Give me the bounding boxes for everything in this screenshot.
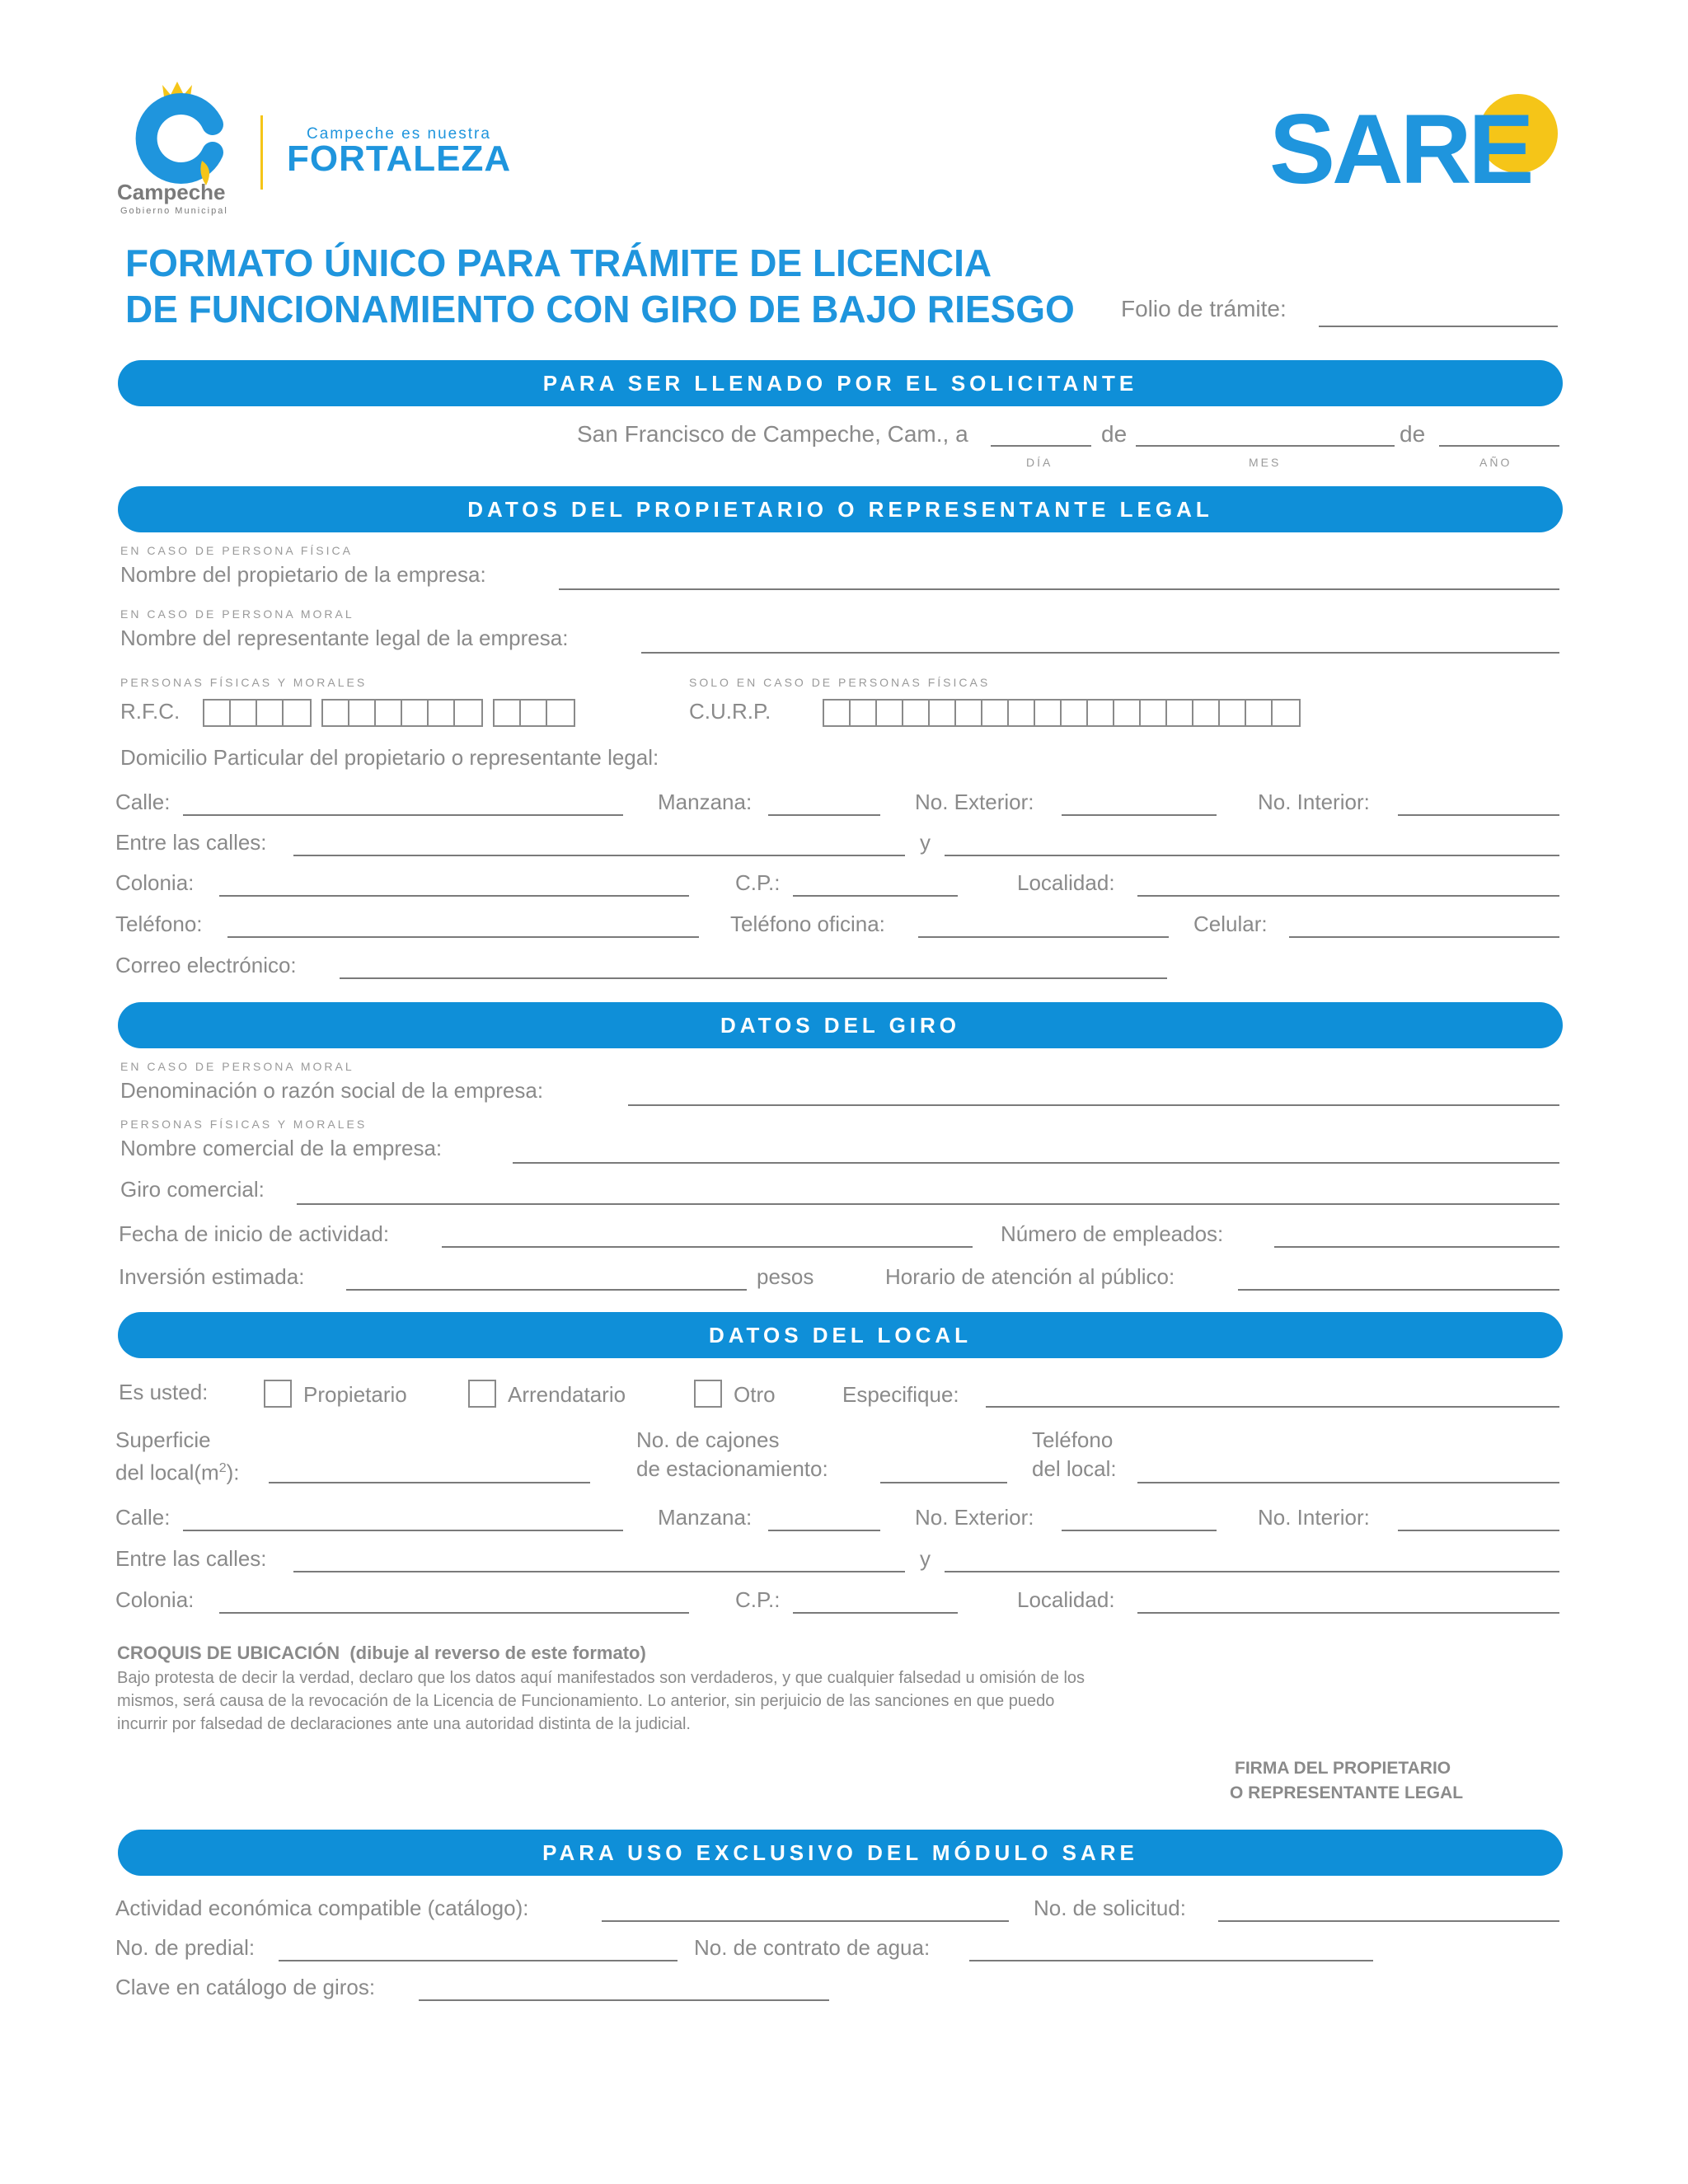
local-localidad-field[interactable] [1137,1612,1559,1614]
superficie-label-end: ): [226,1460,240,1485]
rfc-boxes-2[interactable] [321,699,483,727]
form-title-line1: FORMATO ÚNICO PARA TRÁMITE DE LICENCIA [125,241,992,284]
no-contrato-field[interactable] [969,1960,1373,1961]
folio-field[interactable] [1319,326,1558,327]
owner-colonia-label: Colonia: [115,870,195,895]
domicilio-label: Domicilio Particular del propietario o representante legal: [120,745,659,770]
curp-boxes[interactable] [823,699,1301,727]
cajones-field[interactable] [880,1482,1007,1483]
no-predial-field[interactable] [279,1960,678,1961]
fisica-note: EN CASO DE PERSONA FÍSICA [120,544,353,557]
owner-calle-field[interactable] [183,814,623,816]
owner-telefono-field[interactable] [227,936,699,938]
both-note: PERSONAS FÍSICAS Y MORALES [120,676,368,689]
giro-comercial-label: Giro comercial: [120,1177,265,1202]
owner-manzana-field[interactable] [768,814,880,816]
local-entre-label: Entre las calles: [115,1546,267,1571]
year-caption: AÑO [1479,456,1512,469]
superficie-label-2 [115,1456,240,1485]
local-calle-field[interactable] [183,1530,623,1531]
rfc-boxes-1[interactable] [203,699,312,727]
folio-label: Folio de trámite: [1121,296,1287,321]
tel-local-label-2: del local: [1032,1456,1117,1481]
local-noext-field[interactable] [1062,1530,1217,1531]
propietario-label: Propietario [303,1382,407,1407]
owner-manzana-label: Manzana: [658,790,753,814]
fecha-inicio-field[interactable] [442,1246,973,1248]
campeche-logo-sub: Gobierno Municipal [120,206,228,216]
section-bar-solicitante: PARA SER LLENADO POR EL SOLICITANTE [118,360,1563,406]
actividad-label: Actividad económica compatible (catálogo): [115,1896,529,1920]
empleados-label: Número de empleados: [1001,1221,1224,1246]
local-cp-field[interactable] [793,1612,958,1614]
slogan-main: FORTALEZA [287,138,512,179]
no-contrato-label: No. de contrato de agua: [694,1935,931,1960]
rep-name-field[interactable] [641,652,1559,654]
month-field[interactable] [1136,445,1395,447]
local-entre-field-2[interactable] [945,1571,1559,1572]
local-manzana-label: Manzana: [658,1505,753,1530]
arrendatario-label: Arrendatario [508,1382,626,1407]
owner-localidad-field[interactable] [1137,895,1559,897]
propietario-checkbox[interactable] [264,1380,292,1408]
campeche-logo-text: Campeche [117,180,226,204]
no-solicitud-field[interactable] [1218,1920,1559,1922]
inversion-label: Inversión estimada: [119,1264,305,1289]
nombre-comercial-field[interactable] [513,1162,1559,1164]
cajones-label-1: No. de cajones [636,1427,780,1452]
es-usted-label: Es usted: [119,1380,209,1404]
owner-localidad-label: Localidad: [1017,870,1115,895]
owner-tel-oficina-field[interactable] [918,936,1169,938]
pesos-label: pesos [757,1264,814,1289]
owner-entre-label: Entre las calles: [115,830,267,855]
owner-entre-field-2[interactable] [945,855,1559,856]
superficie-field[interactable] [269,1482,590,1483]
local-entre-field-1[interactable] [293,1571,905,1572]
year-field[interactable] [1439,445,1559,447]
logo-divider [260,115,263,190]
arrendatario-checkbox[interactable] [468,1380,496,1408]
owner-calle-label: Calle: [115,790,171,814]
no-predial-label: No. de predial: [115,1935,256,1960]
sare-logo [1269,91,1566,206]
especifique-label: Especifique: [842,1382,959,1407]
local-noint-field[interactable] [1398,1530,1559,1531]
clave-label: Clave en catálogo de giros: [115,1975,376,1999]
actividad-field[interactable] [602,1920,1009,1922]
local-colonia-label: Colonia: [115,1587,195,1612]
tel-local-field[interactable] [1137,1482,1559,1483]
horario-label: Horario de atención al público: [885,1264,1175,1289]
declaration-text: Bajo protesta de decir la verdad, declaro que los datos aquí manifestados son verdaderos, y que cualquier falsedad u omisión de los mismos, será causa de la revocación de la Licencia de Funcionamiento. Lo anterior, sin perjuicio de las sanciones en que puedo incurrir por falsedad de declaraciones ante una autoridad distinta de la judicial. [117,1669,1085,1733]
firma-label-1: FIRMA DEL PROPIETARIO [1235,1759,1451,1778]
owner-tel-oficina-label: Teléfono oficina: [730,912,885,936]
croquis-subtitle: (dibuje al reverso de este formato) [349,1643,646,1663]
empleados-field[interactable] [1274,1246,1559,1248]
local-noext-label: No. Exterior: [915,1505,1034,1530]
owner-noext-label: No. Exterior: [915,790,1034,814]
sare-logo-text: SARE [1269,94,1531,204]
inversion-field[interactable] [346,1289,747,1291]
superficie-exponent: 2 [218,1461,227,1475]
superficie-label-1: Superficie [115,1427,211,1452]
clave-field[interactable] [419,1999,829,2001]
no-solicitud-label: No. de solicitud: [1034,1896,1186,1920]
month-caption: MES [1249,456,1282,469]
local-localidad-label: Localidad: [1017,1587,1115,1612]
owner-correo-label: Correo electrónico: [115,953,297,977]
de-label-2: de [1400,421,1426,447]
curp-label: C.U.R.P. [689,699,771,724]
local-manzana-field[interactable] [768,1530,880,1531]
owner-name-label: Nombre del propietario de la empresa: [120,562,486,587]
owner-noext-field[interactable] [1062,814,1217,816]
owner-celular-label: Celular: [1193,912,1268,936]
owner-cp-label: C.P.: [735,870,781,895]
croquis-title [117,1643,646,1664]
owner-entre-field-1[interactable] [293,855,905,856]
giro-moral-note: EN CASO DE PERSONA MORAL [120,1060,354,1073]
cajones-label-2: de estacionamiento: [636,1456,828,1481]
local-y-label: y [920,1546,931,1571]
local-cp-label: C.P.: [735,1587,781,1612]
owner-telefono-label: Teléfono: [115,912,203,936]
firma-label-2: O REPRESENTANTE LEGAL [1230,1783,1464,1802]
otro-checkbox[interactable] [694,1380,722,1408]
local-noint-label: No. Interior: [1258,1505,1370,1530]
slogan-top: Campeche es nuestra [307,125,491,143]
rfc-boxes-3[interactable] [493,699,575,727]
especifique-field[interactable] [986,1406,1559,1408]
croquis-title-text: CROQUIS DE UBICACIÓN [117,1643,340,1663]
local-colonia-field[interactable] [219,1612,689,1614]
section-bar-giro: DATOS DEL GIRO [118,1002,1563,1048]
owner-noint-label: No. Interior: [1258,790,1370,814]
section-bar-local: DATOS DEL LOCAL [118,1312,1563,1358]
day-field[interactable] [991,445,1091,447]
denominacion-field[interactable] [628,1104,1559,1106]
owner-correo-field[interactable] [340,977,1167,979]
otro-label: Otro [734,1382,776,1407]
owner-name-field[interactable] [559,588,1559,590]
place-label: San Francisco de Campeche, Cam., a [577,421,968,447]
giro-both-note: PERSONAS FÍSICAS Y MORALES [120,1118,368,1131]
section-bar-sare: PARA USO EXCLUSIVO DEL MÓDULO SARE [118,1830,1563,1876]
local-calle-label: Calle: [115,1505,171,1530]
rep-name-label: Nombre del representante legal de la empresa: [120,626,569,650]
section-bar-propietario: DATOS DEL PROPIETARIO O REPRESENTANTE LEGAL [118,486,1563,532]
giro-comercial-field[interactable] [297,1203,1559,1205]
fecha-inicio-label: Fecha de inicio de actividad: [119,1221,390,1246]
owner-cp-field[interactable] [793,895,958,897]
form-title-line2: DE FUNCIONAMIENTO CON GIRO DE BAJO RIESGO [125,288,1075,330]
tel-local-label-1: Teléfono [1032,1427,1114,1452]
only-fisica-note: SOLO EN CASO DE PERSONAS FÍSICAS [689,676,991,689]
horario-field[interactable] [1238,1289,1559,1291]
moral-note: EN CASO DE PERSONA MORAL [120,607,354,621]
owner-noint-field[interactable] [1398,814,1559,816]
superficie-label-text: del local(m [115,1460,219,1485]
day-caption: DÍA [1026,456,1053,469]
rfc-label: R.F.C. [120,699,181,724]
owner-celular-field[interactable] [1289,936,1559,938]
owner-colonia-field[interactable] [219,895,689,897]
denominacion-label: Denominación o razón social de la empresa: [120,1078,544,1103]
de-label-1: de [1101,421,1128,447]
owner-y-label: y [920,830,931,855]
nombre-comercial-label: Nombre comercial de la empresa: [120,1136,443,1160]
